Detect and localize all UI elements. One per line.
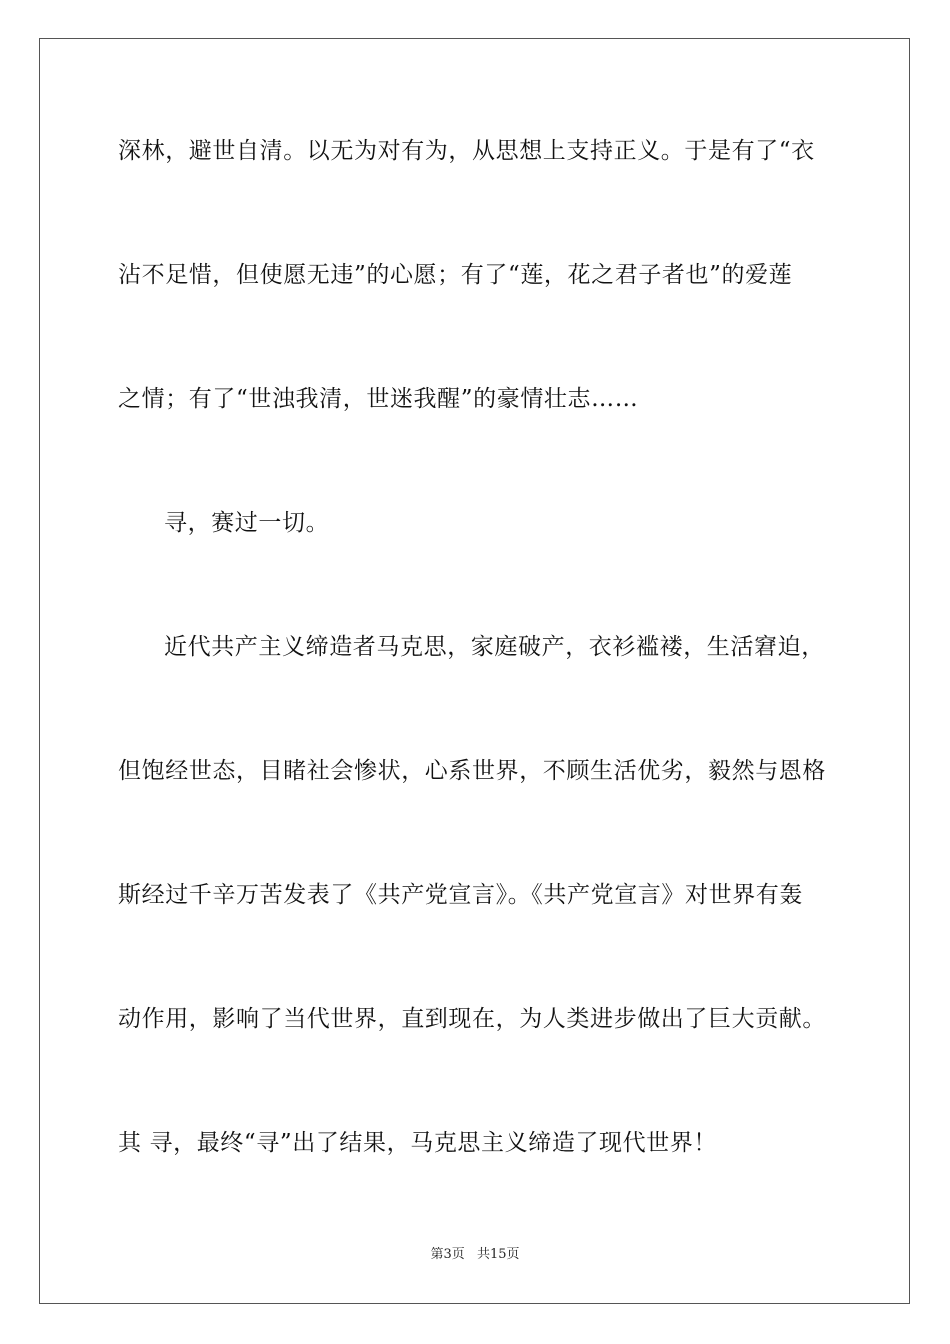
text-line: 深林，避世自清。以无为对有为，从思想上支持正义。于是有了“衣 [118,138,815,164]
text-line: 近代共产主义缔造者马克思，家庭破产，衣衫褴褛，生活窘迫， [164,634,825,660]
page-number: 第3页 [430,1247,465,1262]
text-line: 斯经过千辛万苦发表了《共产党宣言》。《共产党宣言》对世界有轰 [118,882,803,908]
page-total: 共15页 [476,1247,520,1262]
text-line: 但饱经世态，目睹社会惨状，心系世界，不顾生活优劣，毅然与恩格 [118,758,826,784]
text-line: 动作用，影响了当代世界，直到现在，为人类进步做出了巨大贡献。 [118,1006,826,1032]
text-line: 寻，赛过一切。 [164,510,330,536]
text-line: 其 寻，最终“寻”出了结果，马克思主义缔造了现代世界！ [118,1130,718,1156]
page-footer [0,1246,950,1264]
page-border [39,38,910,1304]
text-line: 沾不足惜，但使愿无违”的心愿；有了“莲，花之君子者也”的爱莲 [118,262,793,288]
text-line: 之情；有了“世浊我清，世迷我醒”的豪情壮志…… [118,386,639,412]
